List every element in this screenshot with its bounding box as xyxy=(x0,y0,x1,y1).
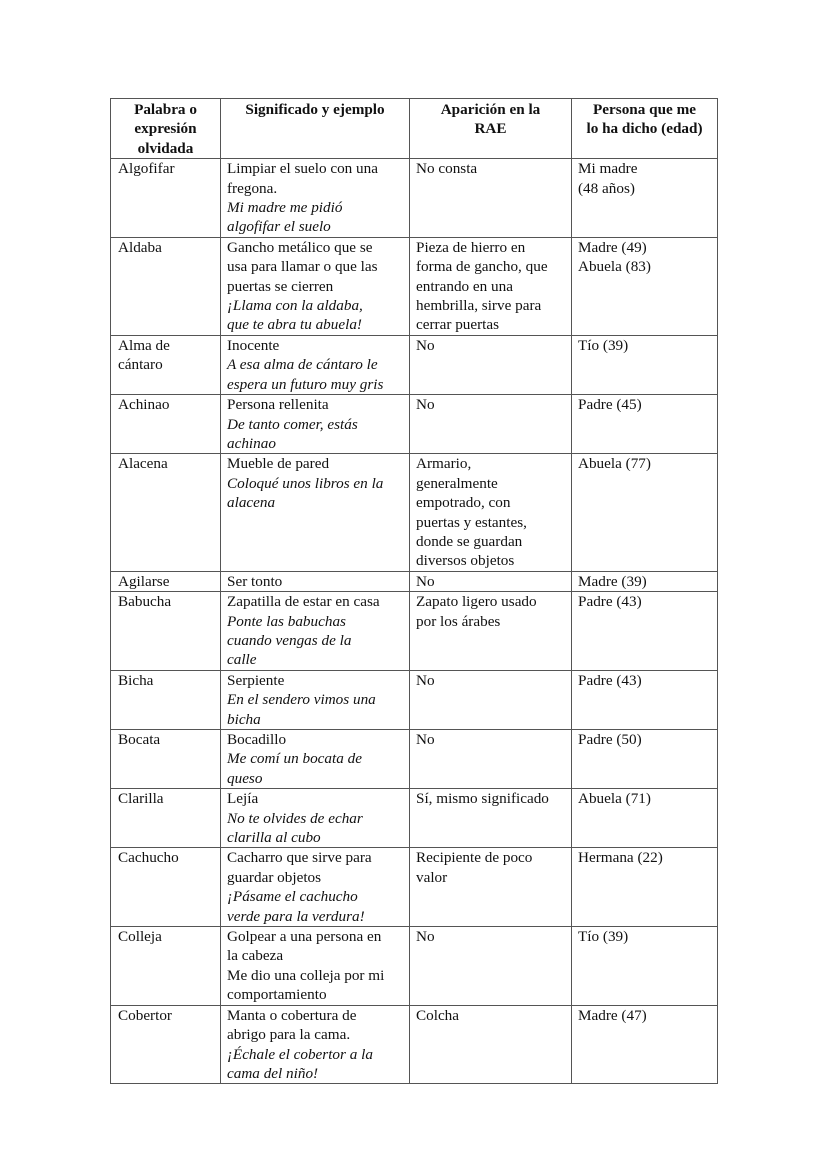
cell-meaning xyxy=(221,237,410,335)
rae-line: forma de gancho, que xyxy=(416,258,548,276)
rae-line: diversos objetos xyxy=(416,552,515,570)
meaning-line: Golpear a una persona en xyxy=(227,928,382,946)
cell-meaning xyxy=(221,395,410,454)
cell-rae xyxy=(410,592,572,671)
rae-line: No xyxy=(416,336,435,354)
example-line: cuando vengas de la xyxy=(227,631,352,649)
person-line: Abuela (83) xyxy=(578,258,651,276)
cell-word xyxy=(111,395,221,454)
person-line: Padre (43) xyxy=(578,593,642,611)
cell-rae xyxy=(410,730,572,789)
cell-meaning xyxy=(221,1005,410,1084)
cell-person xyxy=(572,571,718,591)
cell-person xyxy=(572,789,718,848)
example-line: algofifar el suelo xyxy=(227,218,331,236)
meaning-line: usa para llamar o que las xyxy=(227,258,378,276)
rae-line: No xyxy=(416,671,435,689)
word-line: Cobertor xyxy=(118,1006,172,1024)
cell-word xyxy=(111,848,221,927)
person-line: Abuela (77) xyxy=(578,455,651,473)
table-row xyxy=(111,730,718,789)
cell-meaning xyxy=(221,592,410,671)
header-line: Aparición en la xyxy=(440,101,541,118)
example-line: clarilla al cubo xyxy=(227,829,321,847)
rae-line: puertas y estantes, xyxy=(416,513,527,531)
example-line: ¡Échale el cobertor a la xyxy=(227,1045,373,1063)
cell-meaning xyxy=(221,335,410,394)
meaning-line: Gancho metálico que se xyxy=(227,238,373,256)
cell-word xyxy=(111,730,221,789)
meaning-line: abrigo para la cama. xyxy=(227,1026,351,1044)
example-line: En el sendero vimos una xyxy=(227,691,376,709)
word-line: Clarilla xyxy=(118,790,164,808)
rae-line: valor xyxy=(416,868,448,886)
header-line: lo ha dicho (edad) xyxy=(586,120,703,138)
rae-line: No xyxy=(416,396,435,414)
rae-line: Sí, mismo significado xyxy=(416,790,549,808)
table-row xyxy=(111,670,718,729)
meaning-line: Bocadillo xyxy=(227,731,287,748)
meaning-line: Me dio una colleja por mi xyxy=(227,966,385,984)
rae-line: generalmente xyxy=(416,474,498,492)
cell-person xyxy=(572,395,718,454)
cell-person xyxy=(572,927,718,1006)
word-line: Aldaba xyxy=(118,238,162,256)
cell-rae xyxy=(410,848,572,927)
rae-line: Zapato ligero usado xyxy=(416,593,537,611)
word-line: Colleja xyxy=(118,928,162,946)
example-line: cama del niño! xyxy=(227,1064,319,1082)
person-line: Madre (47) xyxy=(578,1006,647,1024)
person-line: (48 años) xyxy=(578,179,635,197)
rae-line: No xyxy=(416,572,435,590)
cell-person xyxy=(572,592,718,671)
cell-word xyxy=(111,670,221,729)
cell-rae xyxy=(410,335,572,394)
meaning-line: comportamiento xyxy=(227,986,327,1004)
cell-meaning xyxy=(221,730,410,789)
person-line: Madre (39) xyxy=(578,572,647,590)
table-row xyxy=(111,335,718,394)
table-row xyxy=(111,571,718,591)
table-row xyxy=(111,395,718,454)
header-line: Significado y ejemplo xyxy=(245,101,385,118)
word-line: Bicha xyxy=(118,671,154,689)
meaning-line: Lejía xyxy=(227,790,259,808)
meaning-line: Persona rellenita xyxy=(227,396,329,414)
cell-rae xyxy=(410,454,572,571)
cell-meaning xyxy=(221,571,410,591)
meaning-line: Serpiente xyxy=(227,671,285,689)
example-line: Mi madre me pidió xyxy=(227,199,343,217)
word-line: Algofifar xyxy=(118,160,175,178)
word-line: Achinao xyxy=(118,396,170,414)
example-line: que te abra tu abuela! xyxy=(227,316,362,334)
meaning-line: Limpiar el suelo con una xyxy=(227,160,378,178)
cell-person xyxy=(572,159,718,238)
word-line: Babucha xyxy=(118,593,172,611)
rae-line: Pieza de hierro en xyxy=(416,238,526,256)
meaning-line: Ser tonto xyxy=(227,572,283,590)
meaning-line: puertas se cierren xyxy=(227,277,334,295)
rae-line: Colcha xyxy=(416,1006,460,1024)
header-line: Palabra o xyxy=(134,101,197,118)
example-line: calle xyxy=(227,651,257,669)
word-line: Bocata xyxy=(118,731,161,748)
person-line: Madre (49) xyxy=(578,238,647,256)
example-line: bicha xyxy=(227,710,261,728)
meaning-line: fregona. xyxy=(227,179,278,197)
vocabulary-table xyxy=(110,98,718,1084)
rae-line: cerrar puertas xyxy=(416,316,500,334)
header-line: olvidada xyxy=(137,139,194,157)
example-line: De tanto comer, estás xyxy=(227,415,358,433)
cell-rae xyxy=(410,159,572,238)
rae-line: empotrado, con xyxy=(416,494,511,512)
cell-word xyxy=(111,789,221,848)
header-meaning xyxy=(221,99,410,159)
meaning-line: Cacharro que sirve para xyxy=(227,849,372,867)
cell-word xyxy=(111,454,221,571)
table-body xyxy=(111,159,718,1084)
cell-meaning xyxy=(221,454,410,571)
meaning-line: guardar objetos xyxy=(227,868,322,886)
meaning-line: Mueble de pared xyxy=(227,455,330,473)
rae-line: donde se guardan xyxy=(416,532,523,550)
cell-person xyxy=(572,335,718,394)
person-line: Mi madre xyxy=(578,160,638,178)
cell-word xyxy=(111,927,221,1006)
example-line: A esa alma de cántaro le xyxy=(227,356,378,374)
table-row xyxy=(111,454,718,571)
header-rae xyxy=(410,99,572,159)
rae-line: por los árabes xyxy=(416,612,501,630)
cell-rae xyxy=(410,395,572,454)
cell-meaning xyxy=(221,927,410,1006)
example-line: espera un futuro muy gris xyxy=(227,375,384,393)
cell-rae xyxy=(410,789,572,848)
header-line: RAE xyxy=(474,120,507,138)
person-line: Tío (39) xyxy=(578,928,629,946)
example-line: alacena xyxy=(227,494,276,512)
example-line: Ponte las babuchas xyxy=(227,612,346,630)
table-row xyxy=(111,927,718,1006)
cell-rae xyxy=(410,927,572,1006)
cell-word xyxy=(111,237,221,335)
word-line: Alacena xyxy=(118,455,168,473)
header-row xyxy=(111,99,718,159)
header-line: Persona que me xyxy=(593,101,696,118)
example-line: achinao xyxy=(227,434,276,452)
example-line: ¡Llama con la aldaba, xyxy=(227,297,363,315)
rae-line: No xyxy=(416,928,435,946)
header-person xyxy=(572,99,718,159)
cell-word xyxy=(111,159,221,238)
cell-rae xyxy=(410,670,572,729)
cell-meaning xyxy=(221,848,410,927)
example-line: No te olvides de echar xyxy=(227,809,363,827)
cell-person xyxy=(572,730,718,789)
header-word xyxy=(111,99,221,159)
meaning-line: Zapatilla de estar en casa xyxy=(227,593,380,611)
cell-rae xyxy=(410,1005,572,1084)
example-line: Coloqué unos libros en la xyxy=(227,474,384,492)
table-row xyxy=(111,848,718,927)
rae-line: Recipiente de poco xyxy=(416,849,533,867)
table-row xyxy=(111,237,718,335)
cell-meaning xyxy=(221,789,410,848)
word-line: cántaro xyxy=(118,356,163,374)
cell-meaning xyxy=(221,159,410,238)
person-line: Padre (45) xyxy=(578,396,642,414)
cell-rae xyxy=(410,571,572,591)
meaning-line: Manta o cobertura de xyxy=(227,1006,357,1024)
person-line: Hermana (22) xyxy=(578,849,663,867)
cell-word xyxy=(111,571,221,591)
example-line: verde para la verdura! xyxy=(227,907,365,925)
person-line: Padre (50) xyxy=(578,731,642,748)
example-line: queso xyxy=(227,769,263,787)
table-row xyxy=(111,789,718,848)
cell-person xyxy=(572,454,718,571)
cell-word xyxy=(111,592,221,671)
person-line: Abuela (71) xyxy=(578,790,651,808)
person-line: Tío (39) xyxy=(578,336,629,354)
table-row xyxy=(111,592,718,671)
person-line: Padre (43) xyxy=(578,671,642,689)
meaning-line: Inocente xyxy=(227,336,280,354)
table-row xyxy=(111,1005,718,1084)
cell-word xyxy=(111,1005,221,1084)
table-row xyxy=(111,159,718,238)
cell-meaning xyxy=(221,670,410,729)
cell-word xyxy=(111,335,221,394)
cell-person xyxy=(572,848,718,927)
word-line: Cachucho xyxy=(118,849,179,867)
header-line: expresión xyxy=(134,120,197,138)
rae-line: entrando en una xyxy=(416,277,513,295)
cell-person xyxy=(572,1005,718,1084)
example-line: Me comí un bocata de xyxy=(227,750,362,768)
cell-rae xyxy=(410,237,572,335)
rae-line: hembrilla, sirve para xyxy=(416,297,542,315)
rae-line: No xyxy=(416,731,435,748)
word-line: Agilarse xyxy=(118,572,170,590)
rae-line: Armario, xyxy=(416,455,472,473)
example-line: ¡Pásame el cachucho xyxy=(227,888,358,906)
cell-person xyxy=(572,237,718,335)
cell-person xyxy=(572,670,718,729)
rae-line: No consta xyxy=(416,160,478,178)
meaning-line: la cabeza xyxy=(227,947,284,965)
word-line: Alma de xyxy=(118,336,170,354)
